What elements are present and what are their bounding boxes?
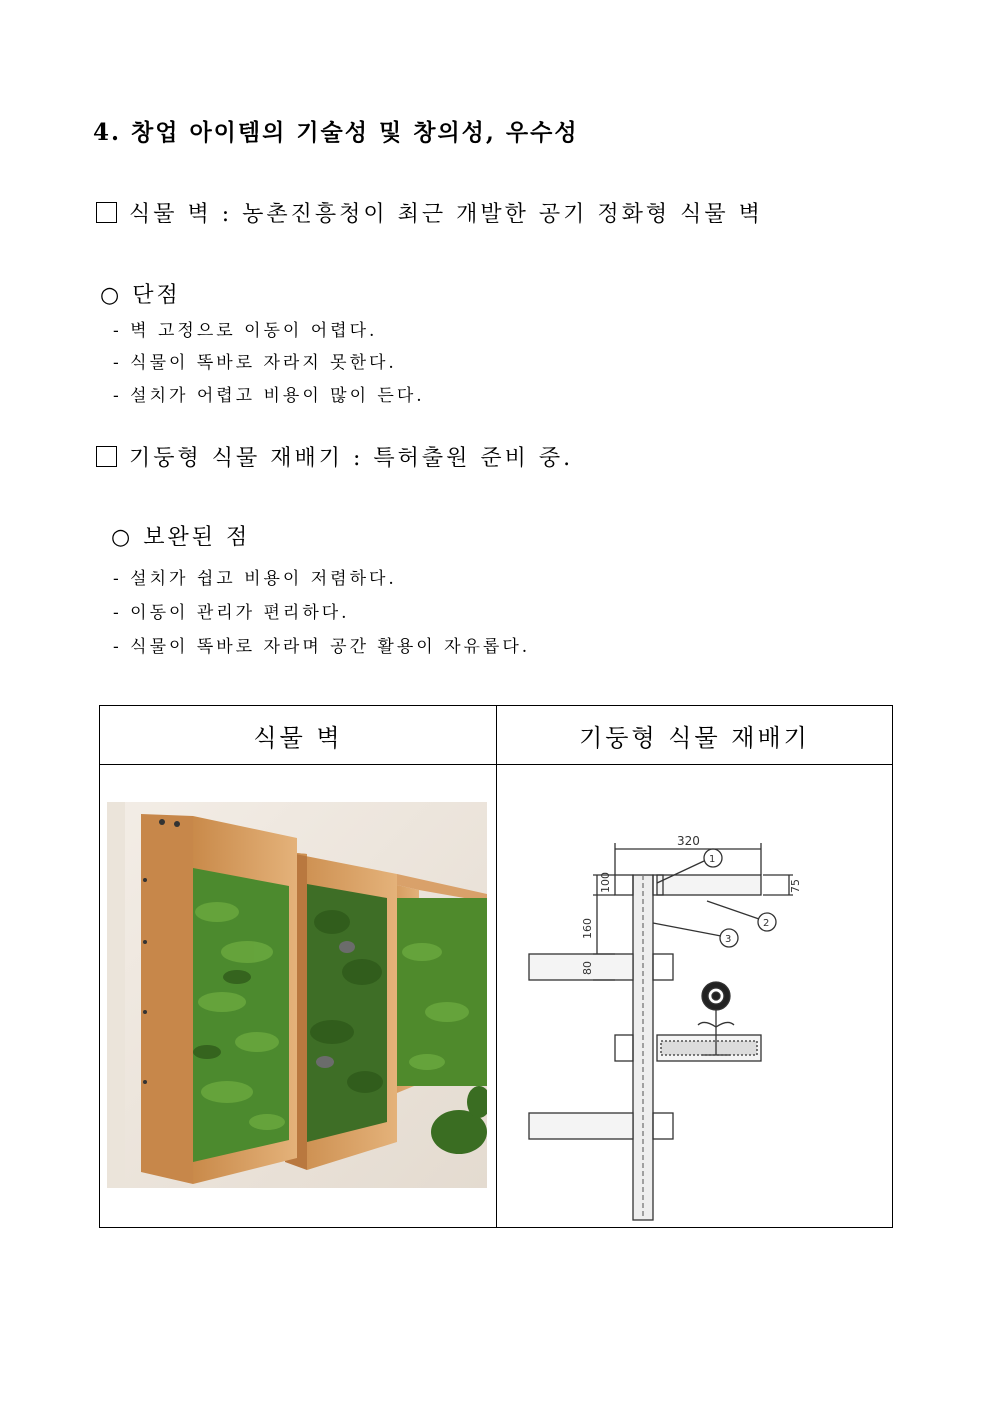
diagram-dim-160: 160 — [581, 918, 594, 939]
table-header-plant-wall: 식물 벽 — [100, 706, 497, 765]
checkbox-square-icon — [96, 446, 117, 467]
plant-wall-photo-cell — [100, 765, 497, 1228]
table-header-pillar-planter: 기둥형 식물 재배기 — [497, 706, 893, 765]
pillar-planter-diagram — [497, 765, 893, 1227]
diagram-callout-2: 2 — [763, 918, 770, 929]
section1-bullet: - 식물이 똑바로 자라지 못한다. — [113, 353, 397, 373]
section2-title: 기둥형 식물 재배기 : 특허출원 준비 중. — [129, 446, 574, 471]
section1-title: 식물 벽 : 농촌진흥청이 최근 개발한 공기 정화형 식물 벽 — [129, 202, 763, 227]
section1-title-row — [96, 197, 763, 228]
section1-subtitle: ○ 단점 — [100, 283, 181, 308]
section-heading: 4. 창업 아이템의 기술성 및 창의성, 우수성 — [93, 119, 579, 146]
section2-bullet: - 이동이 관리가 편리하다. — [113, 603, 350, 623]
checkbox-square-icon — [96, 202, 117, 223]
diagram-dim-80: 80 — [581, 961, 594, 975]
pillar-planter-diagram-cell — [497, 765, 893, 1228]
diagram-dim-100: 100 — [599, 872, 612, 893]
section2-title-row — [96, 441, 573, 472]
diagram-dim-75: 75 — [789, 879, 802, 893]
section1-bullet: - 설치가 어렵고 비용이 많이 든다. — [113, 386, 425, 406]
comparison-table — [99, 705, 893, 1228]
diagram-width-label: 320 — [677, 834, 700, 848]
section2-bullet: - 식물이 똑바로 자라며 공간 활용이 자유롭다. — [113, 637, 531, 657]
section1-bullet: - 벽 고정으로 이동이 어렵다. — [113, 321, 378, 341]
diagram-callout-3: 3 — [725, 934, 732, 945]
diagram-callout-1: 1 — [709, 854, 716, 865]
plant-wall-photo — [107, 802, 487, 1188]
section2-bullet: - 설치가 쉽고 비용이 저렴하다. — [113, 569, 397, 589]
section2-subtitle: ○ 보완된 점 — [111, 525, 251, 550]
